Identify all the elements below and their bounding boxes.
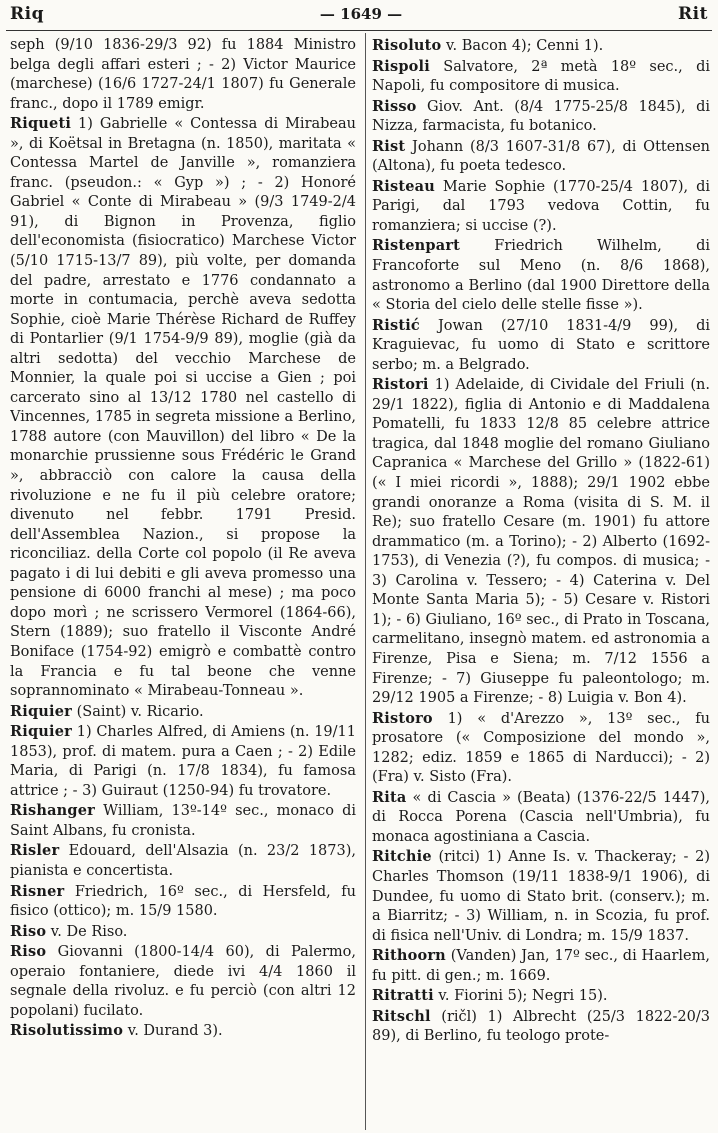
dictionary-entry xyxy=(372,236,710,315)
dictionary-entry xyxy=(372,788,710,848)
entry-text: seph (9/10 1836-29/3 92) fu 1884 Ministro belga degli affari esteri ; - 2) Victor Maurice (marchese) (16/6 1727-24/1 1807) fu Generale franc., dopo il 1789 emigr. xyxy=(10,37,356,112)
entry-headword: Rist xyxy=(372,137,406,155)
entry-text: Friedrich Wilhelm, di Francoforte sul Meno (n. 8/6 1868), astronomo a Berlino (dal 1900 Direttore della « Storia del cielo delle stelle fisse »). xyxy=(372,238,710,314)
entry-headword: Ritratti xyxy=(372,987,434,1005)
entry-headword: Ristoro xyxy=(372,709,433,727)
dictionary-entry xyxy=(10,114,356,701)
entry-headword: Risolutissimo xyxy=(10,1022,124,1040)
entry-headword: Rithoorn xyxy=(372,947,446,965)
entry-headword: Rishanger xyxy=(10,802,96,820)
dictionary-entry xyxy=(372,177,710,237)
entry-text: 1) « d'Arezzo », 13º sec., fu prosatore (« Composizione del mondo », 1282; ediz. 1859 e 1865 di Narducci); - 2) (Fra) v. Sisto (Fra). xyxy=(372,710,710,786)
entry-text: William, 13º-14º sec., monaco di Saint Albans, fu cronista. xyxy=(10,803,356,839)
entry-headword: Ristori xyxy=(372,376,429,394)
entry-headword: Riquier xyxy=(10,702,73,720)
page-number: — 1649 — xyxy=(319,5,403,23)
entry-headword: Riso xyxy=(10,922,47,940)
dictionary-entry xyxy=(372,709,710,788)
entry-headword: Risoluto xyxy=(372,37,442,54)
dictionary-entry xyxy=(372,57,710,97)
left-column xyxy=(10,36,356,1130)
entry-headword: Risso xyxy=(372,97,417,115)
dictionary-entry xyxy=(372,97,710,137)
entry-text: Johann (8/3 1607-31/8 67), di Ottensen (Altona), fu poeta tedesco. xyxy=(372,138,710,175)
right-column xyxy=(372,36,710,1130)
entry-text: v. Fiorini 5); Negri 15). xyxy=(433,988,608,1005)
dictionary-entry xyxy=(372,137,710,177)
entry-headword: Ristić xyxy=(372,316,420,334)
entry-text: v. Durand 3). xyxy=(123,1023,223,1040)
entry-text: v. De Riso. xyxy=(46,923,128,940)
entry-headword: Ritchie xyxy=(372,848,432,866)
entry-text: « di Cascia » (Beata) (1376-22/5 1447), di Rocca Porena (Cascia nell'Umbria), fu monaca agostiniana a Cascia. xyxy=(372,789,710,845)
entry-headword: Rita xyxy=(372,788,407,806)
entry-text: Salvatore, 2ª metà 18º sec., di Napoli, fu compositore di musica. xyxy=(372,58,710,95)
entry-text: Marie Sophie (1770-25/4 1807), di Parigi, dal 1793 vedova Cottin, fu romanziera; si uccise (?). xyxy=(372,178,710,234)
dictionary-entry xyxy=(372,847,710,946)
entry-text: Edouard, dell'Alsazia (n. 23/2 1873), pianista e concertista. xyxy=(10,843,356,879)
entry-headword: Risler xyxy=(10,842,60,860)
dictionary-entry xyxy=(372,946,710,986)
dictionary-entry xyxy=(10,702,356,723)
dictionary-entry xyxy=(10,942,356,1021)
dictionary-entry xyxy=(10,722,356,801)
column-divider xyxy=(365,33,366,1130)
dictionary-entry xyxy=(372,1007,710,1047)
header-rule xyxy=(6,30,712,31)
entry-headword: Riqueti xyxy=(10,115,72,133)
dictionary-entry xyxy=(372,375,710,708)
dictionary-entry xyxy=(372,316,710,376)
entry-text: (Vanden) Jan, 17º sec., di Haarlem, fu pitt. di gen.; m. 1669. xyxy=(372,948,710,984)
entry-text: v. Bacon 4); Cenni 1). xyxy=(441,38,604,54)
dictionary-entry xyxy=(10,1021,356,1042)
entry-text: 1) Adelaide, di Cividale del Friuli (n. 29/1 1822), figlia di Antonio e di Maddalena Pomatelli, fu 1833 12/8 85 celebre attrice tragica, dal 1848 moglie del romano Giuliano Capranica « Marchese del Grillo » (1822-61) (« I miei ricordi », 1888); 29/1 1902 ebbe grandi onoranze a Roma (visita di S. M. il Re); suo fratello Cesare (m. 1901) fu attore drammatico (m. a Torino); - 2) Alberto (1692-1753), di Venezia (?), fu compos. di musica; - 3) Carolina v. Tessero; - 4) Caterina v. Del Monte Santa Maria 5); - 5) Cesare v. Ristori 1); - 6) Giuliano, 16º sec., di Prato in Toscana, carmelitano, insegnò matem. ed astronomia a Firenze, Pisa e Siena; m. 7/12 1556 a Firenze; - 7) Giuseppe fu paleontologo; m. 29/12 1905 a Firenze; - 8) Luigia v. Bon 4). xyxy=(372,377,710,707)
entry-text: (ritci) 1) Anne Is. v. Thackeray; - 2) Charles Thomson (19/11 1838-9/1 1906), di Dundee, fu uomo di Stato brit. (conserv.); m. a Biarritz; - 3) William, n. in Scozia, fu prof. di fisica nell'Univ. di Londra; m. 15/9 1837. xyxy=(372,849,710,944)
entry-headword: Ritschl xyxy=(372,1007,431,1025)
dictionary-entry xyxy=(10,36,356,114)
entry-text: (ričl) 1) Albrecht (25/3 1822-20/3 89), di Berlino, fu teologo prote- xyxy=(372,1008,710,1045)
header-left-guideword: Riq xyxy=(10,4,44,24)
dictionary-entry xyxy=(372,986,710,1007)
entry-headword: Risteau xyxy=(372,177,435,195)
dictionary-entry xyxy=(10,801,356,841)
entry-headword: Risner xyxy=(10,882,65,900)
entry-text: Friedrich, 16º sec., di Hersfeld, fu fisico (ottico); m. 15/9 1580. xyxy=(10,883,356,920)
entry-headword: Riquier xyxy=(10,723,73,741)
header-right-guideword: Rit xyxy=(678,4,708,24)
dictionary-entry xyxy=(372,36,710,57)
entry-text: 1) Gabrielle « Contessa di Mirabeau », di Koëtsal in Bretagna (n. 1850), maritata « Contessa Martel de Janville », romanziera franc. (pseudon.: « Gyp ») ; - 2) Honoré Gabriel « Conte di Mirabeau » (9/3 1749-2/4 91), di Bignon in Provenza, figlio dell'economista (fisiocratico) Marchese Victor (5/10 1715-13/7 89), più volte, per domanda del padre, arrestato e 1776 condannato a morte in contumacia, perchè aveva sedotta Sophie, cioè Marie Thérèse Richard de Ruffey di Pontarlier (9/1 1754-9/9 89), moglie (già da altri sedotta) del vecchio Marchese de Monnier, la quale poi si uccise a Gien ; poi carcerato sino al 13/12 1780 nel castello di Vincennes, 1785 in segreta missione a Berlino, 1788 autore (con Mauvillon) del libro « De la monarchie prussienne sous Frédéric le Grand », abbracciò con calore la causa della rivoluzione e ne fu il più celebre oratore; divenuto nel febbr. 1791 Presid. dell'Assemblea Nazion., si propose la riconciliaz. della Corte col popolo (il Re aveva pagato i di lui debiti e gli aveva promesso una pensione di 6000 franchi al mese) ; ma poco dopo morì ; ne scrissero Vermorel (1864-66), Stern (1889); suo fratello il Visconte André Boniface (1754-92) emigrò e combattè contro la Francia e fu tal beone che venne soprannominato « Mirabeau-Tonneau ». xyxy=(10,116,356,700)
entry-headword: Riso xyxy=(10,943,47,961)
entry-text: 1) Charles Alfred, di Amiens (n. 19/11 1853), prof. di matem. pura a Caen ; - 2) Edile Maria, di Parigi (n. 17/8 1834), fu famosa attrice ; - 3) Guiraut (1250-94) fu trovatore. xyxy=(10,724,356,799)
entry-text: Giov. Ant. (8/4 1775-25/8 1845), di Nizza, farmacista, fu botanico. xyxy=(372,98,710,135)
dictionary-entry xyxy=(10,882,356,922)
dictionary-entry xyxy=(10,841,356,881)
entry-headword: Rispoli xyxy=(372,57,430,75)
entry-text: Giovanni (1800-14/4 60), di Palermo, operaio fontaniere, diede ivi 4/4 1860 il segnale della rivoluz. e fu perciò (con altri 12 popolani) fucilato. xyxy=(10,944,356,1019)
entry-headword: Ristenpart xyxy=(372,237,461,255)
dictionary-entry xyxy=(10,922,356,943)
entry-text: Jowan (27/10 1831-4/9 99), di Kraguievac, fu uomo di Stato e scrittore serbo; m. a Belgrado. xyxy=(372,317,710,373)
entry-text: (Saint) v. Ricario. xyxy=(72,703,204,720)
page-header xyxy=(10,4,708,30)
